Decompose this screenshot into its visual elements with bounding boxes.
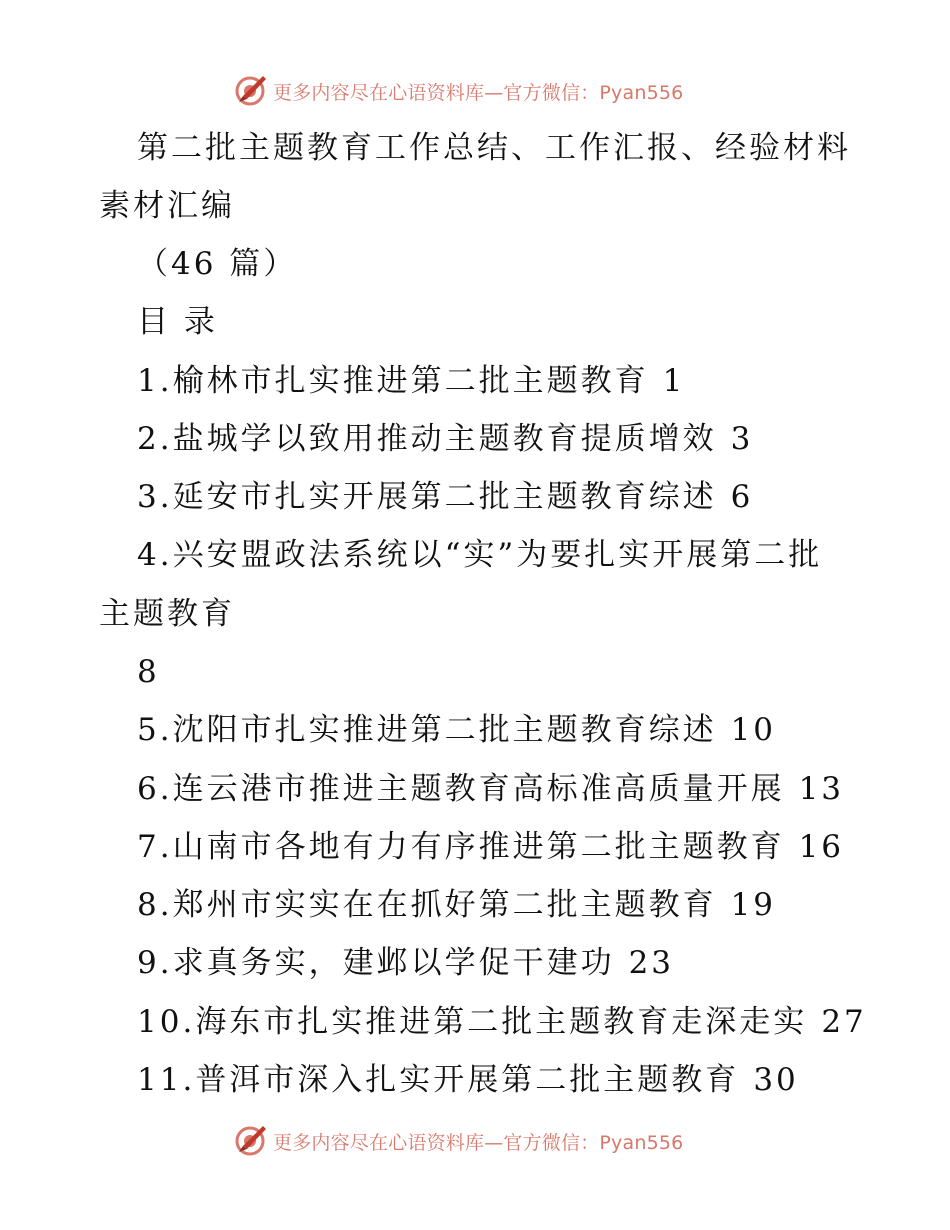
toc-item-number: 7. bbox=[137, 829, 173, 865]
watermark-banner-bottom bbox=[0, 1120, 950, 1160]
toc-item bbox=[137, 361, 685, 401]
toc-item-page-wrapped: 8 bbox=[137, 654, 160, 690]
toc-item-page: 27 bbox=[821, 1004, 867, 1040]
toc-item-number: 6. bbox=[137, 771, 173, 807]
document-title-line2: 素材汇编 bbox=[99, 188, 235, 224]
toc-item-title: 普洱市深入扎实开展第二批主题教育 bbox=[195, 1062, 740, 1098]
toc-item-number: 9. bbox=[137, 945, 173, 981]
quill-circle-logo bbox=[233, 72, 269, 108]
toc-item-page: 6 bbox=[730, 479, 754, 515]
quill-circle-logo bbox=[233, 1122, 269, 1158]
toc-item-page: 19 bbox=[730, 887, 777, 923]
toc-item-page: 3 bbox=[730, 421, 754, 457]
document-count: （46 篇） bbox=[137, 246, 298, 282]
toc-item-number: 4. bbox=[137, 537, 173, 573]
toc-item-title: 盐城学以致用推动主题教育提质增效 bbox=[172, 421, 717, 457]
watermark-text: 更多内容尽在心语资料库—官方微信：Pyan556 bbox=[273, 82, 684, 104]
toc-item-number: 11. bbox=[137, 1062, 196, 1098]
toc-item-title: 沈阳市扎实推进第二批主题教育综述 bbox=[172, 712, 717, 748]
toc-item-title: 海东市扎实推进第二批主题教育走深走实 bbox=[195, 1004, 808, 1040]
toc-item-title: 延安市扎实开展第二批主题教育综述 bbox=[172, 479, 717, 515]
toc-item-number: 5. bbox=[137, 712, 173, 748]
toc-item-number: 2. bbox=[137, 421, 173, 457]
toc-item-page: 16 bbox=[798, 829, 845, 865]
toc-item bbox=[137, 535, 822, 575]
document-title-line1: 第二批主题教育工作总结、工作汇报、经验材料 bbox=[137, 130, 851, 166]
toc-item-number: 1. bbox=[137, 363, 173, 399]
toc-item-title: 山南市各地有力有序推进第二批主题教育 bbox=[172, 829, 785, 865]
toc-item-number: 8. bbox=[137, 887, 173, 923]
toc-item-title: 榆林市扎实推进第二批主题教育 bbox=[172, 363, 649, 399]
toc-item bbox=[137, 710, 776, 750]
toc-heading: 目 录 bbox=[137, 304, 218, 340]
toc-item-page: 1 bbox=[662, 363, 686, 399]
toc-item-title: 郑州市实实在在抓好第二批主题教育 bbox=[172, 887, 717, 923]
toc-item-page: 30 bbox=[753, 1062, 799, 1098]
toc-item-page: 13 bbox=[798, 771, 845, 807]
toc-item bbox=[137, 885, 776, 925]
toc-item bbox=[137, 827, 844, 867]
toc-item-title: 兴安盟政法系统以“实”为要扎实开展第二批 bbox=[172, 537, 823, 573]
toc-item-page: 23 bbox=[628, 945, 675, 981]
toc-item-title: 求真务实，建邺以学促干建功 bbox=[172, 945, 615, 981]
toc-item-title: 连云港市推进主题教育高标准高质量开展 bbox=[172, 771, 785, 807]
watermark-text: 更多内容尽在心语资料库—官方微信：Pyan556 bbox=[273, 1132, 684, 1154]
toc-item bbox=[137, 769, 844, 809]
toc-item bbox=[137, 943, 674, 983]
toc-item-number: 10. bbox=[137, 1004, 196, 1040]
toc-item-number: 3. bbox=[137, 479, 173, 515]
toc-item-page: 10 bbox=[730, 712, 777, 748]
toc-item-continuation: 主题教育 bbox=[99, 596, 235, 632]
toc-item bbox=[137, 419, 753, 459]
toc-item bbox=[137, 1060, 799, 1100]
toc-item bbox=[137, 1002, 867, 1042]
watermark-banner-top bbox=[0, 70, 950, 110]
toc-item bbox=[137, 477, 753, 517]
